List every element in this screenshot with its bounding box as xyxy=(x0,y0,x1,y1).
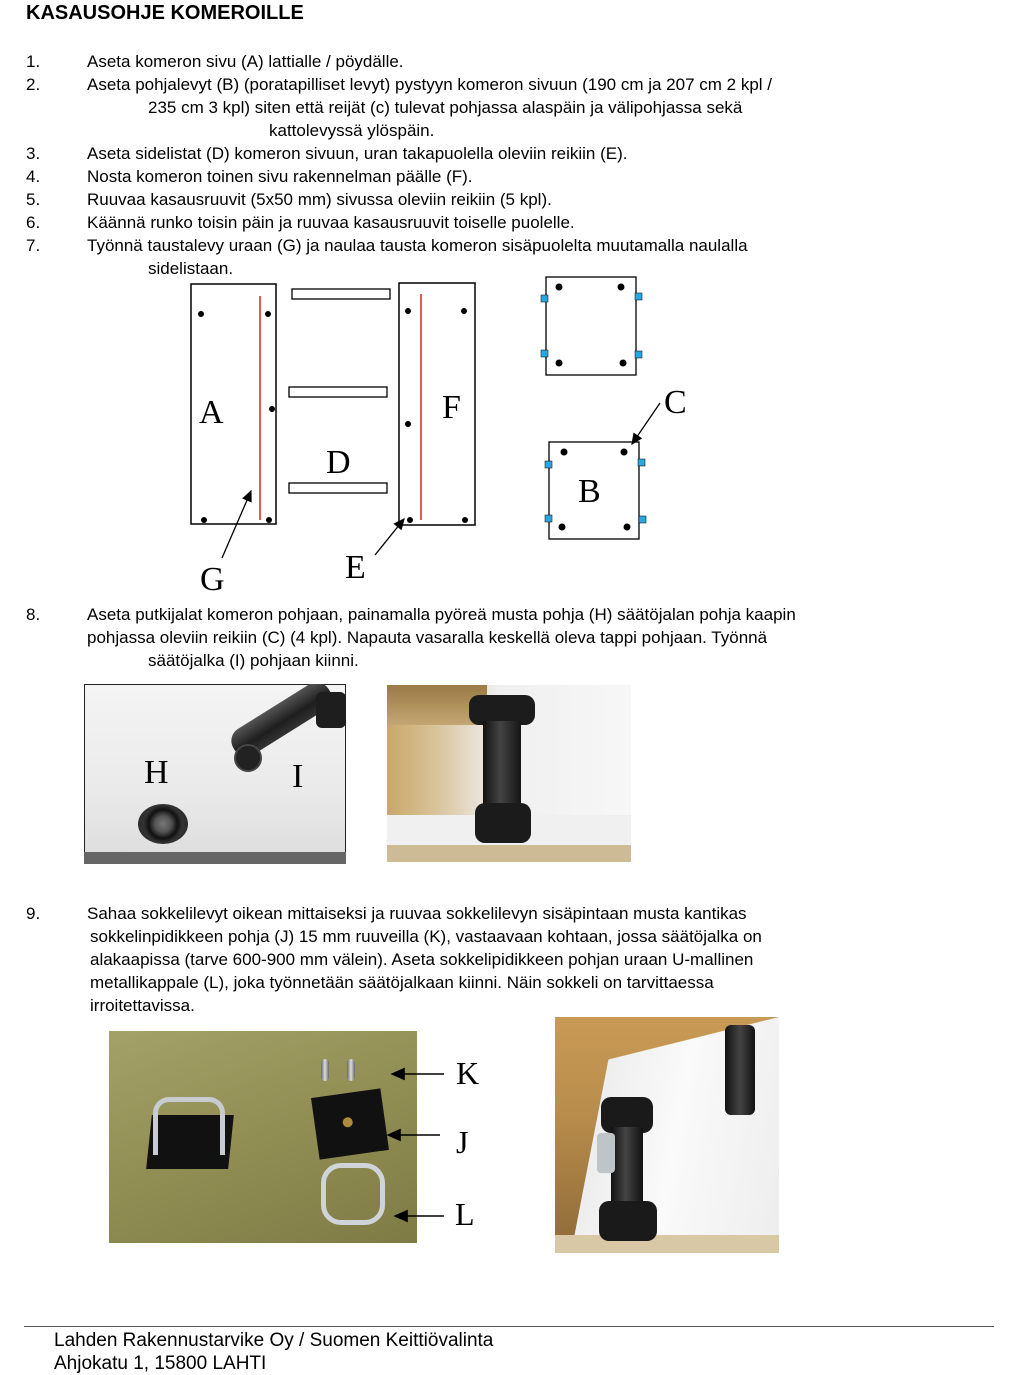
metal-clip xyxy=(597,1133,615,1173)
step-number: 6. xyxy=(26,213,41,232)
pin-hole xyxy=(639,516,646,523)
step-number: 3. xyxy=(26,144,41,163)
near-foot-base xyxy=(599,1201,657,1241)
step-text: 235 cm 3 kpl) siten että reijät (c) tulevat pohjassa alaspäin ja välipohjassa sekä xyxy=(148,98,743,117)
step-text: pohjassa oleviin reikiin (C) (4 kpl). Napauta vasaralla keskellä oleva tappi pohjaan. Työnnä xyxy=(87,628,768,647)
step-text: alakaapissa (tarve 600-900 mm välein). Aseta sokkelipidikkeen pohjan uraan U-mallinen xyxy=(90,950,754,969)
hole xyxy=(559,524,566,531)
hole xyxy=(405,308,411,314)
tube-cap xyxy=(316,692,346,728)
hole xyxy=(620,360,627,367)
foot-base xyxy=(475,803,531,843)
step-text: Nosta komeron toinen sivu rakennelman päälle (F). xyxy=(87,167,473,186)
far-foot xyxy=(725,1025,755,1115)
step-text: Sahaa sokkelilevyt oikean mittaiseksi ja ruuvaa sokkelilevyn sisäpintaan musta kantikas xyxy=(87,904,747,923)
label-i: I xyxy=(292,758,304,795)
label-d: D xyxy=(326,444,351,481)
hole xyxy=(405,421,411,427)
footer-company: Lahden Rakennustarvike Oy / Suomen Keittiövalinta xyxy=(54,1330,494,1351)
label-e: E xyxy=(345,549,366,586)
near-foot-tube xyxy=(611,1127,643,1207)
metal-u-piece xyxy=(153,1097,225,1155)
label-h: H xyxy=(144,754,169,791)
hole xyxy=(461,308,467,314)
hole xyxy=(621,449,628,456)
arrow-e xyxy=(375,519,404,555)
screw xyxy=(321,1059,329,1081)
screw xyxy=(347,1059,355,1081)
label-a: A xyxy=(199,394,224,431)
step-number: 1. xyxy=(26,52,41,71)
pin-hole xyxy=(541,295,548,302)
strip-d xyxy=(292,289,390,299)
step-text: sidelistaan. xyxy=(148,259,234,278)
hole xyxy=(624,524,631,531)
hole xyxy=(198,311,204,317)
pin-hole xyxy=(545,461,552,468)
step-text: kattolevyssä ylöspäin. xyxy=(269,121,435,140)
step-text: Ruuvaa kasausruuvit (5x50 mm) sivussa oleviin reikiin (5 kpl). xyxy=(87,190,552,209)
step-text: säätöjalka (I) pohjaan kiinni. xyxy=(148,651,359,670)
hole xyxy=(201,517,207,523)
hole xyxy=(266,517,272,523)
hole xyxy=(556,284,563,291)
photo-arrows xyxy=(380,1055,510,1235)
label-g: G xyxy=(200,561,225,598)
photo-plinth-clip-parts xyxy=(109,1031,417,1243)
hole xyxy=(265,311,271,317)
tube-end xyxy=(234,744,262,772)
step-text: Aseta putkijalat komeron pohjaan, painamalla pyöreä musta pohja (H) säätöjalan pohja kaapin xyxy=(87,605,796,624)
document-title: KASAUSOHJE KOMEROILLE xyxy=(26,2,304,24)
label-k: K xyxy=(456,1055,480,1091)
label-f: F xyxy=(442,389,461,426)
step-number: 2. xyxy=(26,75,41,94)
step-text: Työnnä taustalevy uraan (G) ja naulaa tausta komeron sisäpuolelta muutamalla naulalla xyxy=(87,236,748,255)
step-number: 9. xyxy=(26,904,41,923)
label-c: C xyxy=(664,384,687,421)
metal-piece-l xyxy=(321,1163,385,1225)
step-number: 4. xyxy=(26,167,41,186)
hole xyxy=(407,517,413,523)
round-base-h xyxy=(138,804,188,844)
photo-foot-parts xyxy=(84,684,346,864)
step-text: Aseta komeron sivu (A) lattialle / pöydälle. xyxy=(87,52,404,71)
footer-divider xyxy=(24,1326,994,1327)
arrow-c xyxy=(632,403,660,444)
step-text: metallikappale (L), joka työnnetään säätöjalkaan kiinni. Näin sokkeli on tarvittaessa xyxy=(90,973,714,992)
photo-plinth-installed xyxy=(555,1017,779,1253)
strip-d xyxy=(289,387,387,397)
step-number: 8. xyxy=(26,605,41,624)
step-text: irroitettavissa. xyxy=(90,996,195,1015)
pin-hole xyxy=(638,459,645,466)
assembly-diagram xyxy=(0,0,1023,600)
footer-address: Ahjokatu 1, 15800 LAHTI xyxy=(54,1353,267,1374)
side-panel-f xyxy=(399,283,475,525)
black-base-j xyxy=(311,1088,389,1159)
step-text: Käännä runko toisin päin ja ruuvaa kasausruuvit toiselle puolelle. xyxy=(87,213,575,232)
strip-d xyxy=(289,483,387,493)
hole xyxy=(556,360,563,367)
pin-hole xyxy=(635,293,642,300)
step-number: 7. xyxy=(26,236,41,255)
step-text: Aseta pohjalevyt (B) (poratapilliset levyt) pystyyn komeron sivuun (190 cm ja 207 cm 2 kpl / xyxy=(87,75,773,94)
pin-hole xyxy=(545,515,552,522)
label-j: J xyxy=(456,1124,469,1160)
hole xyxy=(269,406,275,412)
hole xyxy=(618,284,625,291)
pin-hole xyxy=(541,350,548,357)
step-text: sokkelinpidikkeen pohja (J) 15 mm ruuveilla (K), vastaavaan kohtaan, jossa säätöjalka on xyxy=(90,927,762,946)
step-number: 5. xyxy=(26,190,41,209)
label-b: B xyxy=(578,473,601,510)
hole xyxy=(561,449,568,456)
photo-foot-installed xyxy=(387,685,631,862)
label-l: L xyxy=(455,1196,475,1232)
step-text: Aseta sidelistat (D) komeron sivuun, uran takapuolella oleviin reikiin (E). xyxy=(87,144,628,163)
hole xyxy=(462,517,468,523)
pin-hole xyxy=(635,351,642,358)
